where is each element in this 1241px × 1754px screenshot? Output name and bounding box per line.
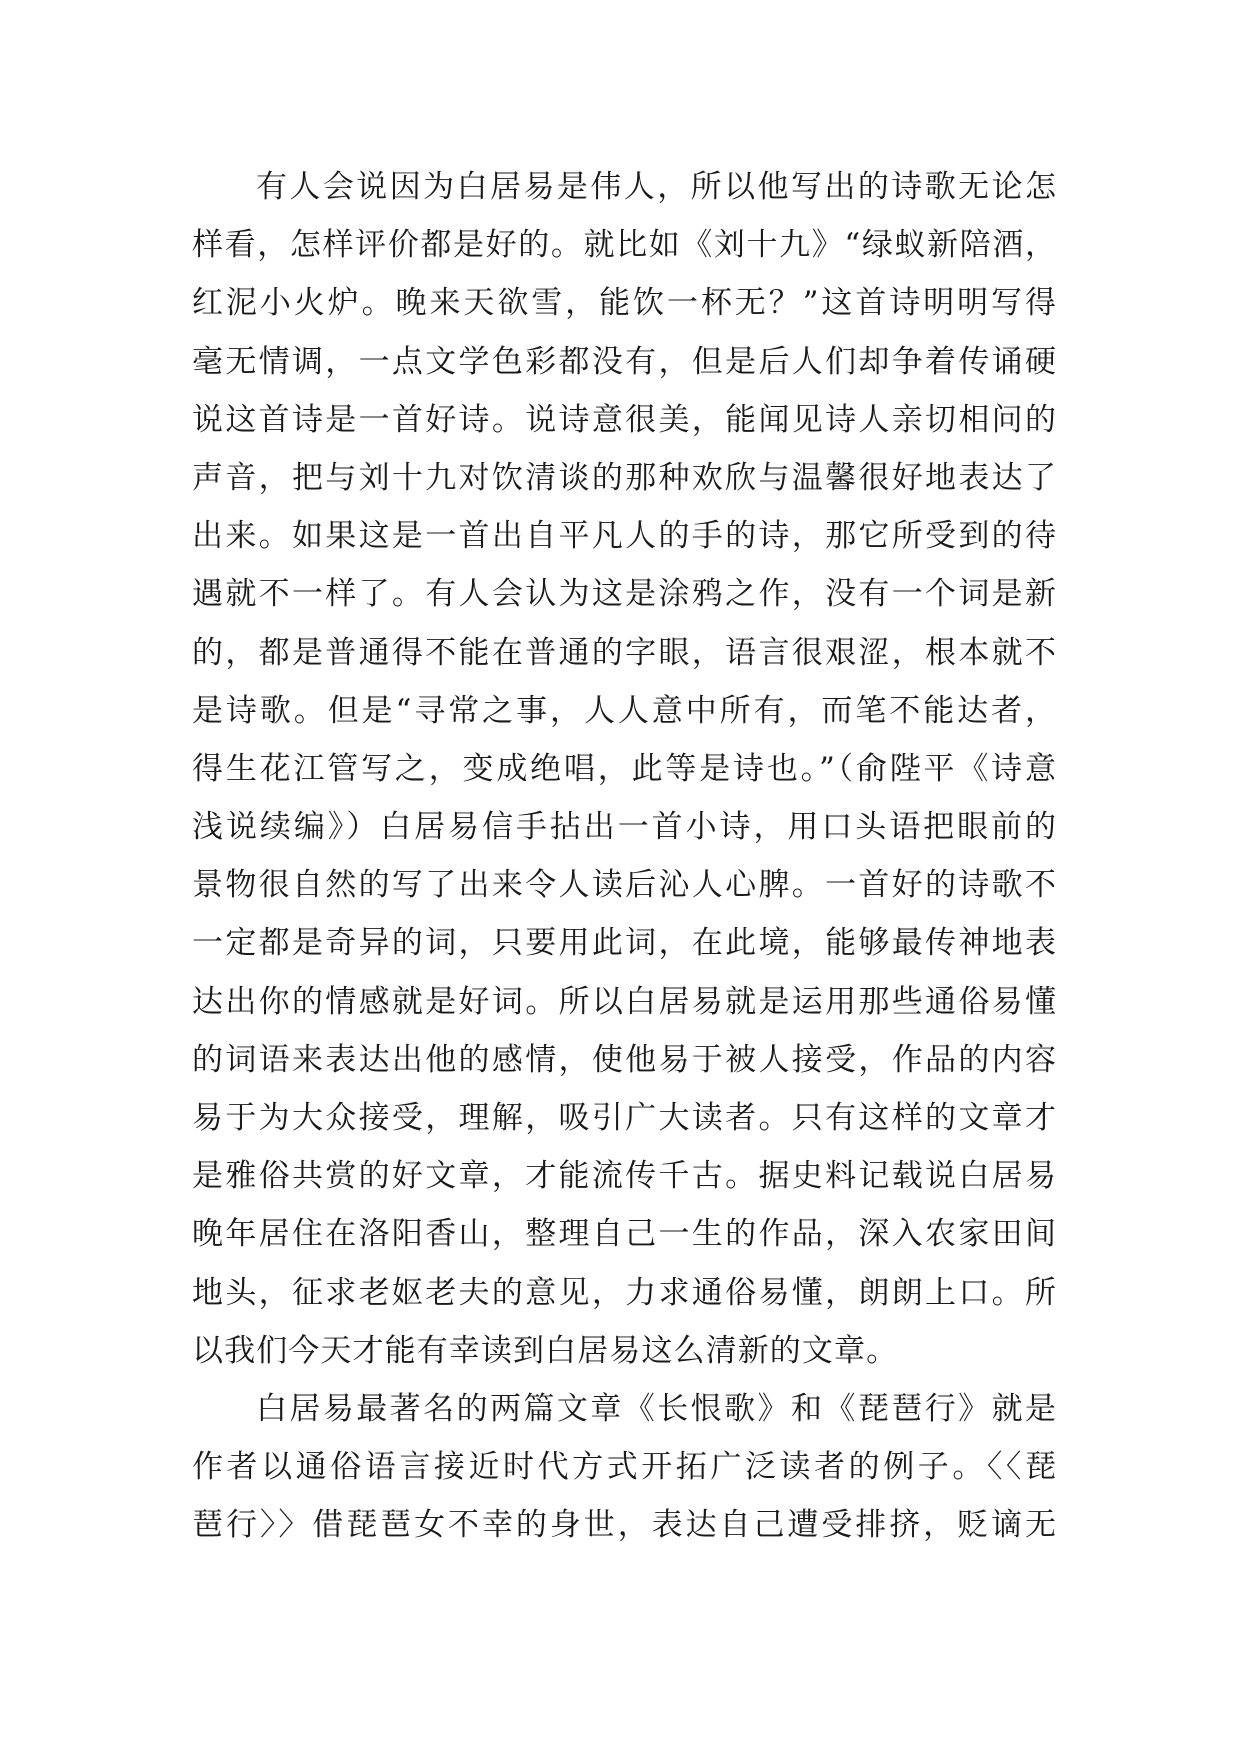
text-line: 达出你的情感就是好词。所以白居易就是运用那些通俗易懂 bbox=[192, 983, 1056, 1020]
text-line: 出来。如果这是一首出自平凡人的手的诗，那它所受到的待 bbox=[192, 518, 1056, 555]
document-body bbox=[192, 158, 1056, 1555]
text-line: 一定都是奇异的词，只要用此词，在此境，能够最传神地表 bbox=[192, 925, 1056, 962]
text-line: 遇就不一样了。有人会认为这是涂鸦之作，没有一个词是新 bbox=[192, 576, 1056, 613]
text-line: 白居易最著名的两篇文章《长恨歌》和《琵琶行》就是 bbox=[256, 1390, 1056, 1427]
text-line: 琶行〉〉借琵琶女不幸的身世，表达自己遭受排挤，贬谪无 bbox=[192, 1507, 1056, 1544]
text-line: 的，都是普通得不能在普通的字眼，语言很艰涩，根本就不 bbox=[192, 634, 1056, 671]
text-line: 作者以通俗语言接近时代方式开拓广泛读者的例子。〈〈琵 bbox=[192, 1449, 1056, 1486]
text-line: 说这首诗是一首好诗。说诗意很美，能闻见诗人亲切相问的 bbox=[192, 401, 1056, 438]
paragraph-1 bbox=[192, 158, 1056, 1380]
text-line: 易于为大众接受，理解，吸引广大读者。只有这样的文章才 bbox=[192, 1100, 1056, 1136]
text-line: 的词语来表达出他的感情，使他易于被人接受，作品的内容 bbox=[192, 1041, 1056, 1078]
text-line: 晚年居住在洛阳香山，整理自己一生的作品，深入农家田间 bbox=[192, 1216, 1056, 1253]
text-line: 毫无情调，一点文学色彩都没有，但是后人们却争着传诵硬 bbox=[192, 343, 1056, 380]
text-line: 得生花江管写之，变成绝唱，此等是诗也。”（俞陛平《诗意 bbox=[192, 750, 1056, 787]
text-line: 景物很自然的写了出来令人读后沁人心脾。一首好的诗歌不 bbox=[192, 867, 1056, 904]
text-line: 以我们今天才能有幸读到白居易这么清新的文章。 bbox=[192, 1332, 899, 1369]
text-line: 有人会说因为白居易是伟人，所以他写出的诗歌无论怎 bbox=[256, 169, 1056, 205]
text-line: 声音，把与刘十九对饮清谈的那种欢欣与温馨很好地表达了 bbox=[192, 459, 1056, 496]
text-line: 浅说续编》）白居易信手拈出一首小诗，用口头语把眼前的 bbox=[192, 809, 1056, 846]
paragraph-2 bbox=[192, 1380, 1056, 1555]
text-line: 是雅俗共赏的好文章，才能流传千古。据史料记载说白居易 bbox=[192, 1158, 1056, 1195]
text-line: 样看，怎样评价都是好的。就比如《刘十九》“绿蚁新陪酒， bbox=[192, 227, 1056, 264]
text-line: 是诗歌。但是“寻常之事，人人意中所有，而笔不能达者， bbox=[192, 692, 1056, 729]
text-line: 地头，征求老妪老夫的意见，力求通俗易懂，朗朗上口。所 bbox=[192, 1274, 1056, 1311]
text-line: 红泥小火炉。晚来天欲雪，能饮一杯无？”这首诗明明写得 bbox=[192, 285, 1056, 322]
